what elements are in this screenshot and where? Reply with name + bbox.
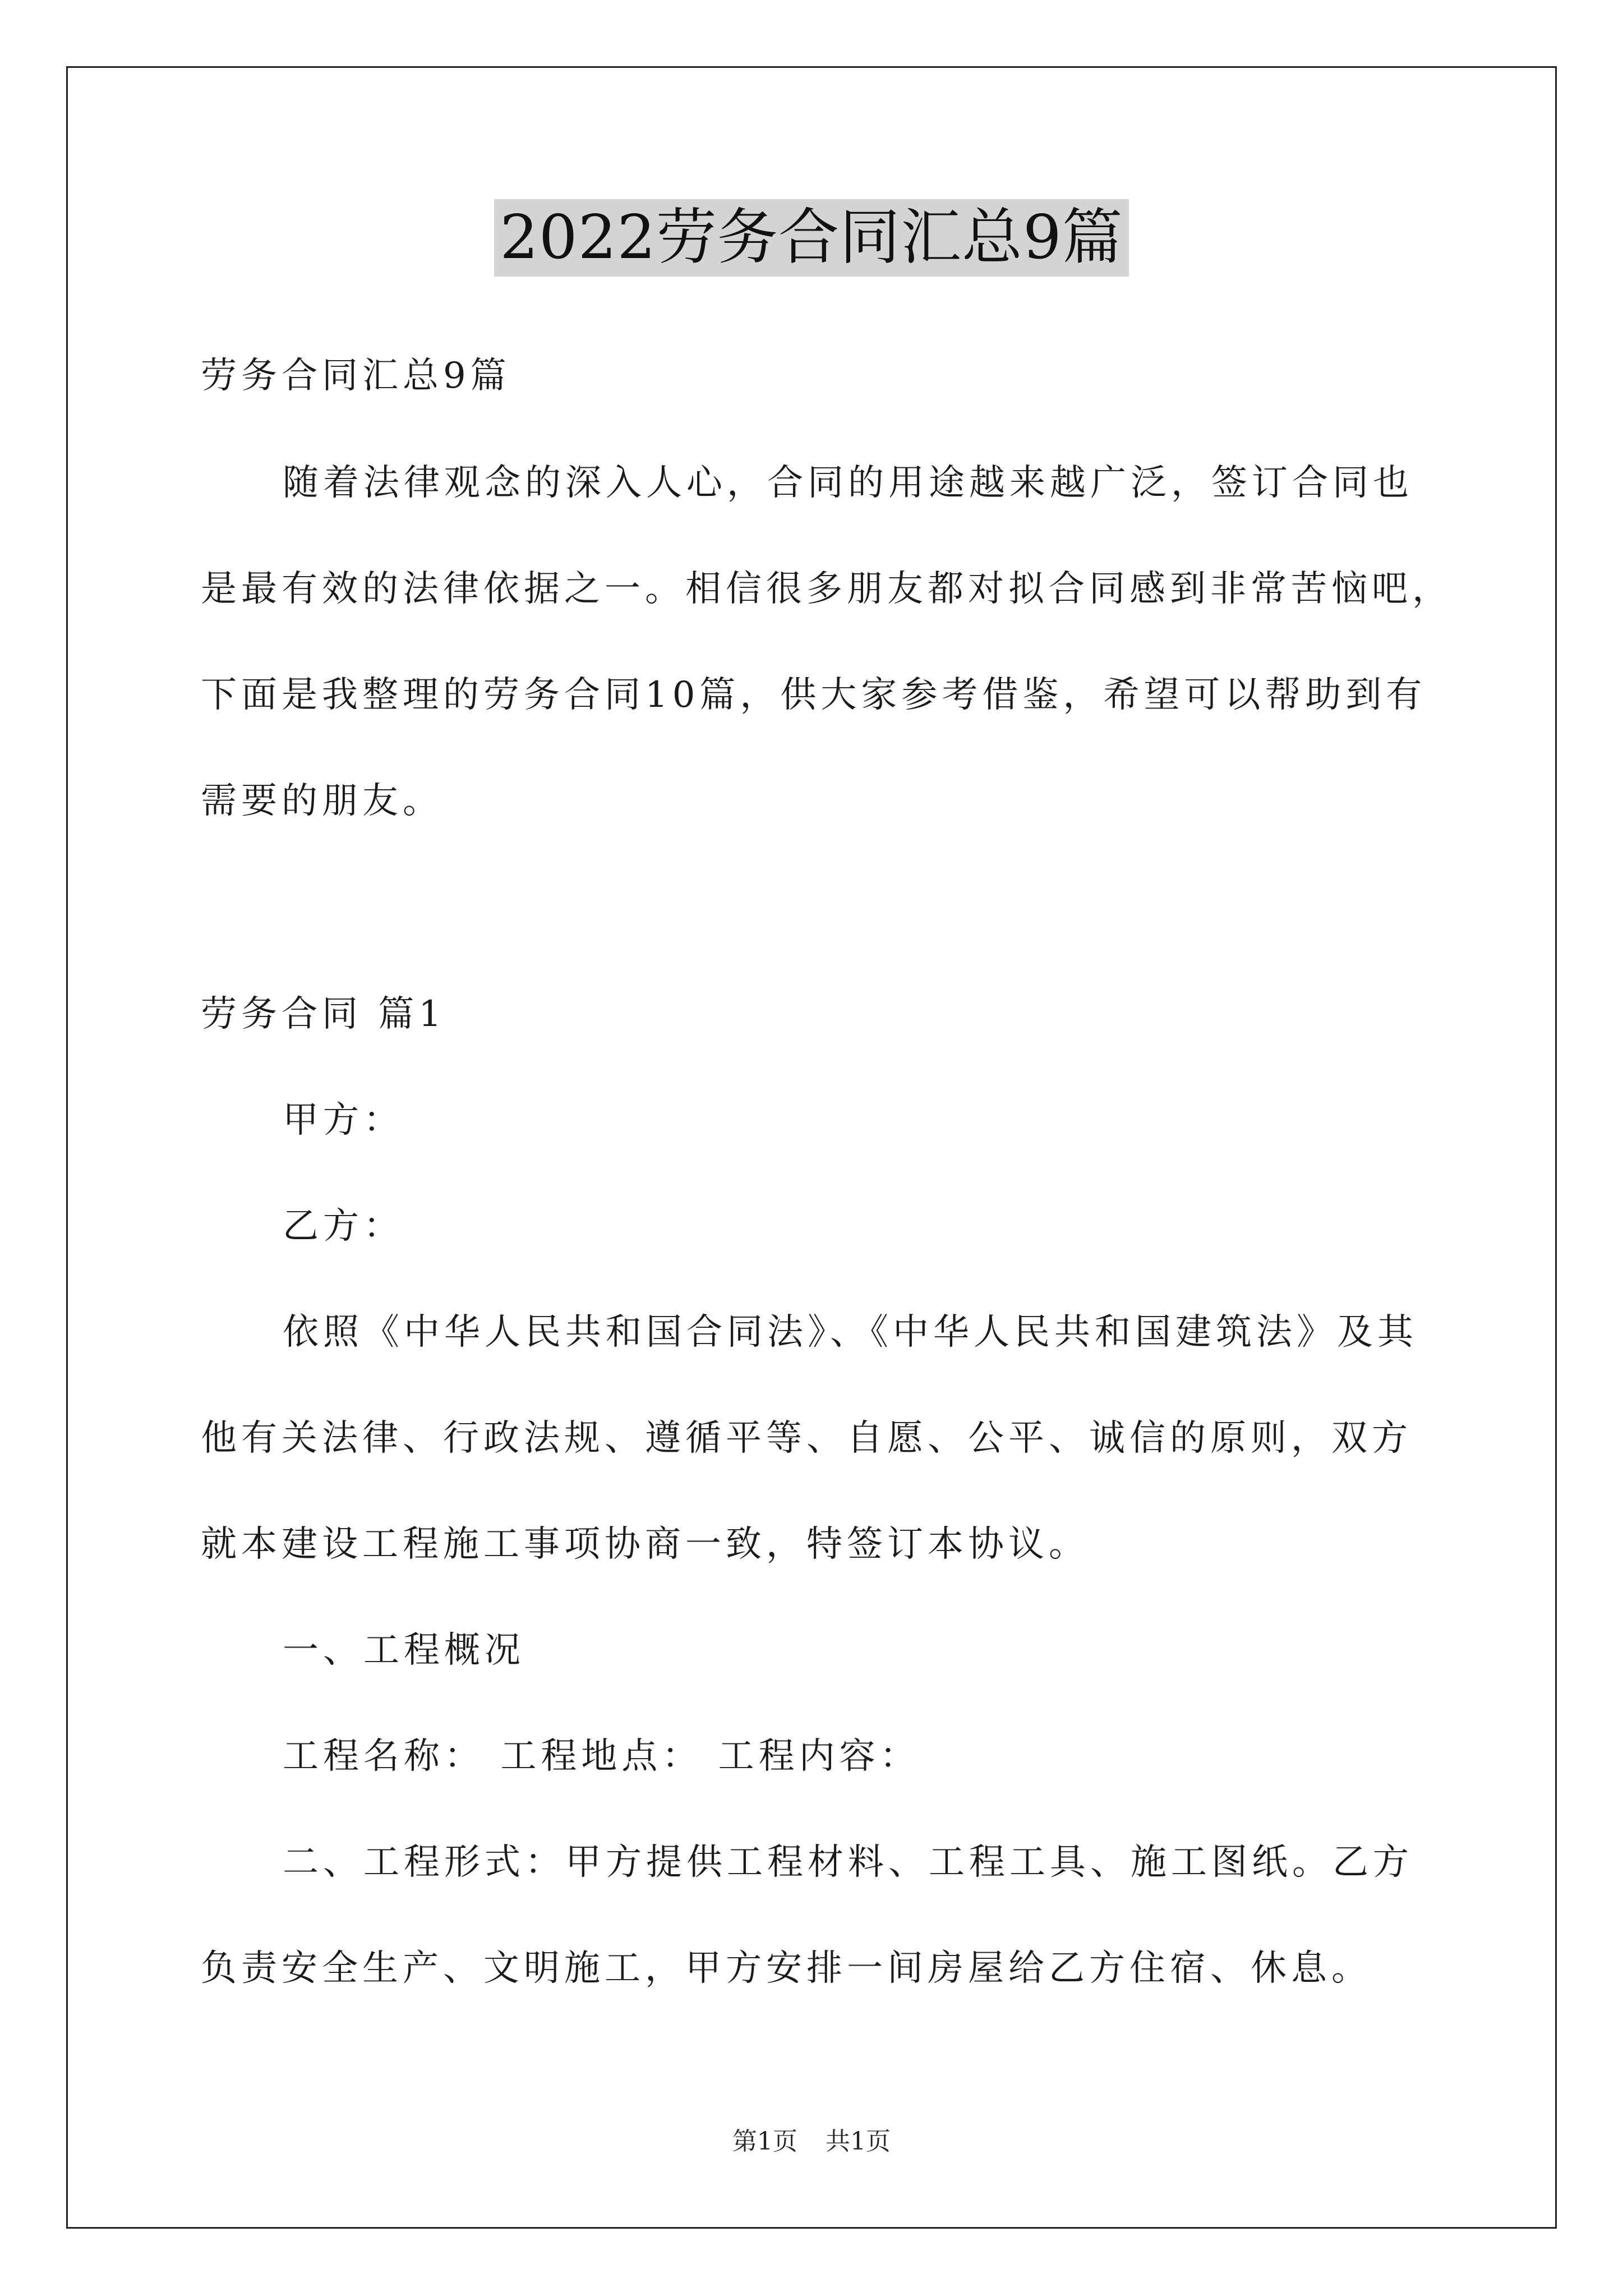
- clause-1-heading: 一、工程概况: [283, 1630, 525, 1671]
- document-subtitle: 劳务合同汇总9篇: [201, 355, 511, 397]
- page-current: 第1页: [732, 2127, 797, 2156]
- party-b-label: 乙方：: [283, 1205, 404, 1247]
- clause-2-line: 二、工程形式：甲方提供工程材料、工程工具、施工图纸。乙方: [283, 1842, 1413, 1883]
- clause-2-line: 负责安全生产、文明施工，甲方安排一间房屋给乙方住宿、休息。: [201, 1948, 1372, 1989]
- party-a-label: 甲方：: [283, 1099, 404, 1141]
- section-heading: 劳务合同 篇1: [201, 993, 446, 1035]
- basis-line: 他有关法律、行政法规、遵循平等、自愿、公平、诚信的原则，双方: [201, 1418, 1412, 1459]
- title-container: [0, 199, 1623, 277]
- page-total: 共1页: [826, 2127, 891, 2156]
- document-title: 2022劳务合同汇总9篇: [494, 199, 1129, 277]
- intro-line: 是最有效的法律依据之一。相信很多朋友都对拟合同感到非常苦恼吧，: [201, 568, 1453, 610]
- intro-line: 下面是我整理的劳务合同10篇，供大家参考借鉴，希望可以帮助到有: [201, 674, 1427, 716]
- intro-line: 需要的朋友。: [201, 780, 443, 822]
- basis-line: 依照《中华人民共和国合同法》、《中华人民共和国建筑法》及其: [283, 1312, 1418, 1353]
- intro-line: 随着法律观念的深入人心，合同的用途越来越广泛，签订合同也: [283, 462, 1413, 504]
- page-footer: [0, 2125, 1623, 2159]
- clause-1-fields: 工程名称： 工程地点： 工程内容：: [283, 1736, 920, 1777]
- basis-line: 就本建设工程施工事项协商一致，特签订本协议。: [201, 1524, 1089, 1565]
